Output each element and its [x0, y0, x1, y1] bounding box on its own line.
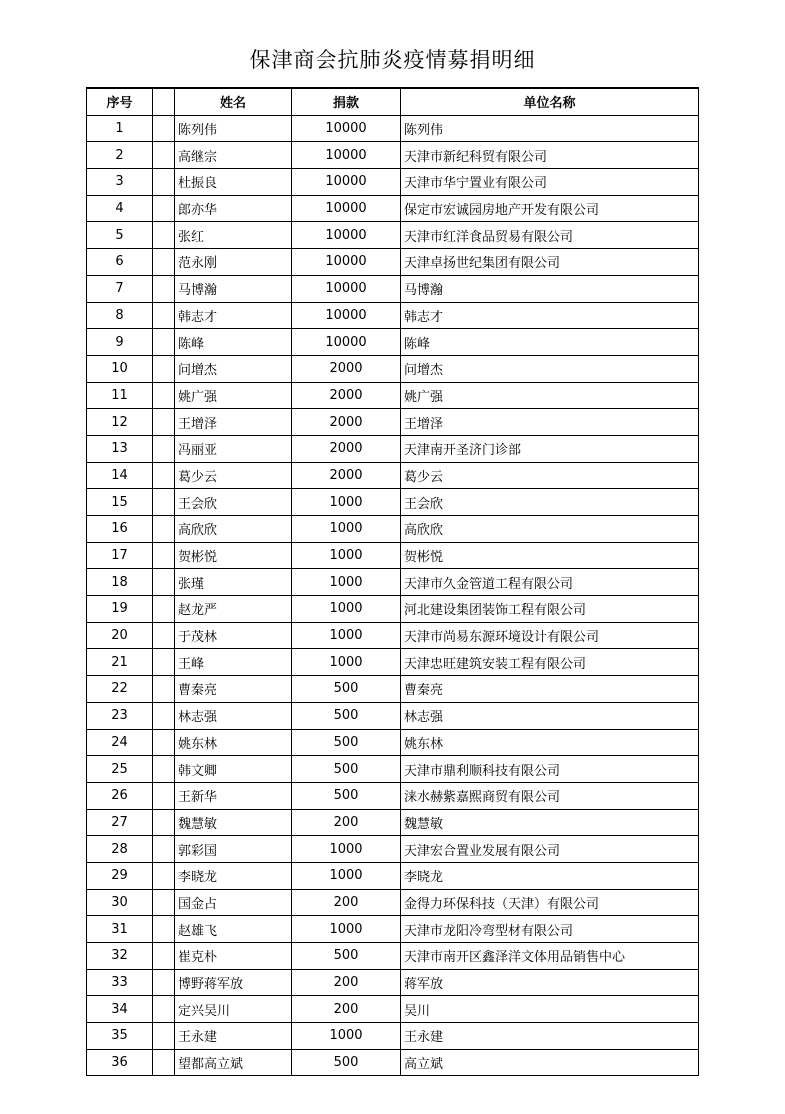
cell-name: 冯丽亚 — [175, 435, 292, 462]
table-row — [87, 302, 699, 329]
cell-unit: 天津市尚易东源环境设计有限公司 — [401, 622, 699, 649]
cell-unit: 天津市久金管道工程有限公司 — [401, 569, 699, 596]
cell-spacer — [153, 222, 175, 249]
cell-spacer — [153, 782, 175, 809]
header-amount: 捐款 — [292, 88, 401, 115]
cell-name: 杜振良 — [175, 169, 292, 196]
cell-seq: 13 — [87, 435, 153, 462]
cell-amount: 500 — [292, 756, 401, 783]
table-row — [87, 809, 699, 836]
cell-seq: 15 — [87, 489, 153, 516]
cell-amount: 1000 — [292, 569, 401, 596]
cell-amount: 1000 — [292, 1023, 401, 1050]
table-row — [87, 142, 699, 169]
cell-name: 于茂林 — [175, 622, 292, 649]
table-row — [87, 542, 699, 569]
table-row — [87, 649, 699, 676]
cell-spacer — [153, 542, 175, 569]
cell-seq: 34 — [87, 996, 153, 1023]
cell-name: 郭彩国 — [175, 836, 292, 863]
cell-seq: 32 — [87, 943, 153, 970]
cell-name: 国金占 — [175, 889, 292, 916]
cell-spacer — [153, 569, 175, 596]
table-row — [87, 222, 699, 249]
table-row — [87, 943, 699, 970]
cell-name: 郎亦华 — [175, 195, 292, 222]
cell-unit: 涞水赫紫嘉熙商贸有限公司 — [401, 782, 699, 809]
cell-spacer — [153, 302, 175, 329]
header-unit: 单位名称 — [401, 88, 699, 115]
table-row — [87, 249, 699, 276]
cell-name: 问增杰 — [175, 355, 292, 382]
cell-seq: 16 — [87, 516, 153, 543]
cell-amount: 1000 — [292, 516, 401, 543]
cell-seq: 19 — [87, 596, 153, 623]
cell-name: 韩文卿 — [175, 756, 292, 783]
table-row — [87, 782, 699, 809]
cell-spacer — [153, 195, 175, 222]
cell-name: 李晓龙 — [175, 862, 292, 889]
cell-amount: 10000 — [292, 275, 401, 302]
cell-unit: 高欣欣 — [401, 516, 699, 543]
cell-amount: 2000 — [292, 462, 401, 489]
cell-name: 定兴吴川 — [175, 996, 292, 1023]
cell-unit: 天津市南开区鑫泽洋文体用品销售中心 — [401, 943, 699, 970]
cell-amount: 10000 — [292, 142, 401, 169]
table-row — [87, 329, 699, 356]
table-row — [87, 569, 699, 596]
cell-seq: 5 — [87, 222, 153, 249]
cell-seq: 17 — [87, 542, 153, 569]
cell-name: 望都高立斌 — [175, 1049, 292, 1076]
cell-seq: 2 — [87, 142, 153, 169]
cell-amount: 2000 — [292, 409, 401, 436]
cell-amount: 10000 — [292, 249, 401, 276]
cell-unit: 金得力环保科技（天津）有限公司 — [401, 889, 699, 916]
cell-spacer — [153, 249, 175, 276]
cell-amount: 10000 — [292, 169, 401, 196]
cell-name: 韩志才 — [175, 302, 292, 329]
cell-amount: 500 — [292, 1049, 401, 1076]
cell-seq: 29 — [87, 862, 153, 889]
cell-unit: 问增杰 — [401, 355, 699, 382]
cell-name: 姚广强 — [175, 382, 292, 409]
cell-unit: 王永建 — [401, 1023, 699, 1050]
cell-spacer — [153, 382, 175, 409]
cell-name: 张瑾 — [175, 569, 292, 596]
cell-seq: 14 — [87, 462, 153, 489]
cell-seq: 33 — [87, 969, 153, 996]
cell-spacer — [153, 836, 175, 863]
cell-name: 赵雄飞 — [175, 916, 292, 943]
cell-amount: 2000 — [292, 355, 401, 382]
cell-amount: 10000 — [292, 115, 401, 142]
cell-spacer — [153, 809, 175, 836]
table-row — [87, 702, 699, 729]
cell-name: 姚东林 — [175, 729, 292, 756]
table-row — [87, 435, 699, 462]
table-row — [87, 115, 699, 142]
cell-spacer — [153, 516, 175, 543]
cell-amount: 500 — [292, 676, 401, 703]
cell-spacer — [153, 1023, 175, 1050]
cell-seq: 1 — [87, 115, 153, 142]
cell-amount: 10000 — [292, 222, 401, 249]
cell-unit: 天津卓扬世纪集团有限公司 — [401, 249, 699, 276]
cell-spacer — [153, 862, 175, 889]
cell-unit: 陈列伟 — [401, 115, 699, 142]
cell-unit: 姚广强 — [401, 382, 699, 409]
cell-amount: 500 — [292, 782, 401, 809]
document-title: 保津商会抗肺炎疫情募捐明细 — [249, 48, 536, 72]
table-row — [87, 969, 699, 996]
table-row — [87, 409, 699, 436]
cell-unit: 保定市宏诚园房地产开发有限公司 — [401, 195, 699, 222]
cell-seq: 23 — [87, 702, 153, 729]
cell-amount: 10000 — [292, 302, 401, 329]
cell-spacer — [153, 142, 175, 169]
cell-seq: 24 — [87, 729, 153, 756]
cell-name: 陈列伟 — [175, 115, 292, 142]
cell-spacer — [153, 409, 175, 436]
cell-unit: 王会欣 — [401, 489, 699, 516]
cell-unit: 葛少云 — [401, 462, 699, 489]
cell-unit: 天津市红洋食品贸易有限公司 — [401, 222, 699, 249]
cell-unit: 天津忠旺建筑安装工程有限公司 — [401, 649, 699, 676]
cell-seq: 20 — [87, 622, 153, 649]
cell-amount: 10000 — [292, 329, 401, 356]
cell-amount: 2000 — [292, 382, 401, 409]
cell-seq: 3 — [87, 169, 153, 196]
cell-unit: 陈峰 — [401, 329, 699, 356]
cell-unit: 天津市龙阳冷弯型材有限公司 — [401, 916, 699, 943]
cell-amount: 200 — [292, 996, 401, 1023]
cell-amount: 500 — [292, 943, 401, 970]
cell-seq: 26 — [87, 782, 153, 809]
table-row — [87, 462, 699, 489]
cell-name: 王新华 — [175, 782, 292, 809]
cell-amount: 500 — [292, 729, 401, 756]
cell-seq: 7 — [87, 275, 153, 302]
donation-table — [86, 87, 699, 1076]
cell-seq: 10 — [87, 355, 153, 382]
cell-name: 魏慧敏 — [175, 809, 292, 836]
cell-spacer — [153, 969, 175, 996]
cell-name: 高欣欣 — [175, 516, 292, 543]
cell-unit: 天津南开圣济门诊部 — [401, 435, 699, 462]
cell-seq: 21 — [87, 649, 153, 676]
cell-spacer — [153, 729, 175, 756]
cell-spacer — [153, 889, 175, 916]
cell-amount: 1000 — [292, 596, 401, 623]
cell-unit: 曹秦亮 — [401, 676, 699, 703]
cell-name: 林志强 — [175, 702, 292, 729]
cell-spacer — [153, 329, 175, 356]
cell-unit: 蒋军放 — [401, 969, 699, 996]
cell-name: 贺彬悦 — [175, 542, 292, 569]
cell-unit: 贺彬悦 — [401, 542, 699, 569]
table-row — [87, 756, 699, 783]
cell-spacer — [153, 596, 175, 623]
cell-name: 葛少云 — [175, 462, 292, 489]
table-row — [87, 729, 699, 756]
cell-unit: 魏慧敏 — [401, 809, 699, 836]
cell-amount: 200 — [292, 969, 401, 996]
cell-name: 马博瀚 — [175, 275, 292, 302]
cell-unit: 河北建设集团装饰工程有限公司 — [401, 596, 699, 623]
cell-name: 崔克朴 — [175, 943, 292, 970]
cell-unit: 天津宏合置业发展有限公司 — [401, 836, 699, 863]
cell-name: 范永刚 — [175, 249, 292, 276]
cell-unit: 吴川 — [401, 996, 699, 1023]
cell-unit: 高立斌 — [401, 1049, 699, 1076]
cell-seq: 27 — [87, 809, 153, 836]
cell-amount: 200 — [292, 809, 401, 836]
cell-seq: 28 — [87, 836, 153, 863]
cell-amount: 1000 — [292, 862, 401, 889]
header-row — [87, 88, 699, 115]
cell-name: 王会欣 — [175, 489, 292, 516]
cell-amount: 1000 — [292, 622, 401, 649]
cell-spacer — [153, 115, 175, 142]
cell-spacer — [153, 916, 175, 943]
cell-unit: 林志强 — [401, 702, 699, 729]
cell-spacer — [153, 996, 175, 1023]
table-row — [87, 596, 699, 623]
cell-spacer — [153, 355, 175, 382]
cell-spacer — [153, 756, 175, 783]
table-row — [87, 169, 699, 196]
cell-amount: 1000 — [292, 916, 401, 943]
cell-amount: 1000 — [292, 836, 401, 863]
table-row — [87, 275, 699, 302]
cell-name: 博野蒋军放 — [175, 969, 292, 996]
cell-unit: 王增泽 — [401, 409, 699, 436]
table-row — [87, 836, 699, 863]
table-row — [87, 489, 699, 516]
cell-seq: 4 — [87, 195, 153, 222]
cell-seq: 35 — [87, 1023, 153, 1050]
cell-amount: 1000 — [292, 542, 401, 569]
cell-seq: 36 — [87, 1049, 153, 1076]
header-name: 姓名 — [175, 88, 292, 115]
cell-spacer — [153, 435, 175, 462]
cell-name: 曹秦亮 — [175, 676, 292, 703]
cell-spacer — [153, 943, 175, 970]
table-row — [87, 889, 699, 916]
cell-spacer — [153, 169, 175, 196]
cell-amount: 10000 — [292, 195, 401, 222]
table-row — [87, 1049, 699, 1076]
cell-name: 王增泽 — [175, 409, 292, 436]
header-spacer — [153, 88, 175, 115]
cell-name: 王永建 — [175, 1023, 292, 1050]
cell-seq: 25 — [87, 756, 153, 783]
table-row — [87, 676, 699, 703]
cell-seq: 12 — [87, 409, 153, 436]
cell-unit: 韩志才 — [401, 302, 699, 329]
cell-amount: 1000 — [292, 489, 401, 516]
cell-spacer — [153, 275, 175, 302]
cell-unit: 马博瀚 — [401, 275, 699, 302]
cell-name: 王峰 — [175, 649, 292, 676]
cell-spacer — [153, 489, 175, 516]
cell-unit: 天津市鼎利顺科技有限公司 — [401, 756, 699, 783]
table-row — [87, 516, 699, 543]
cell-seq: 8 — [87, 302, 153, 329]
cell-seq: 22 — [87, 676, 153, 703]
cell-seq: 30 — [87, 889, 153, 916]
cell-seq: 18 — [87, 569, 153, 596]
cell-seq: 6 — [87, 249, 153, 276]
cell-amount: 200 — [292, 889, 401, 916]
table-row — [87, 1023, 699, 1050]
table-body — [87, 115, 699, 1076]
table-row — [87, 862, 699, 889]
cell-seq: 9 — [87, 329, 153, 356]
cell-spacer — [153, 702, 175, 729]
cell-name: 张红 — [175, 222, 292, 249]
cell-name: 高继宗 — [175, 142, 292, 169]
cell-unit: 天津市新纪科贸有限公司 — [401, 142, 699, 169]
table-row — [87, 195, 699, 222]
cell-unit: 姚东林 — [401, 729, 699, 756]
cell-unit: 李晓龙 — [401, 862, 699, 889]
cell-spacer — [153, 649, 175, 676]
table-row — [87, 355, 699, 382]
cell-spacer — [153, 622, 175, 649]
cell-name: 赵龙严 — [175, 596, 292, 623]
cell-amount: 2000 — [292, 435, 401, 462]
cell-unit: 天津市华宁置业有限公司 — [401, 169, 699, 196]
cell-spacer — [153, 1049, 175, 1076]
cell-spacer — [153, 676, 175, 703]
table-row — [87, 916, 699, 943]
cell-seq: 11 — [87, 382, 153, 409]
cell-amount: 500 — [292, 702, 401, 729]
table-row — [87, 622, 699, 649]
header-seq: 序号 — [87, 88, 153, 115]
cell-spacer — [153, 462, 175, 489]
table-row — [87, 382, 699, 409]
table-row — [87, 996, 699, 1023]
cell-name: 陈峰 — [175, 329, 292, 356]
cell-amount: 1000 — [292, 649, 401, 676]
cell-seq: 31 — [87, 916, 153, 943]
